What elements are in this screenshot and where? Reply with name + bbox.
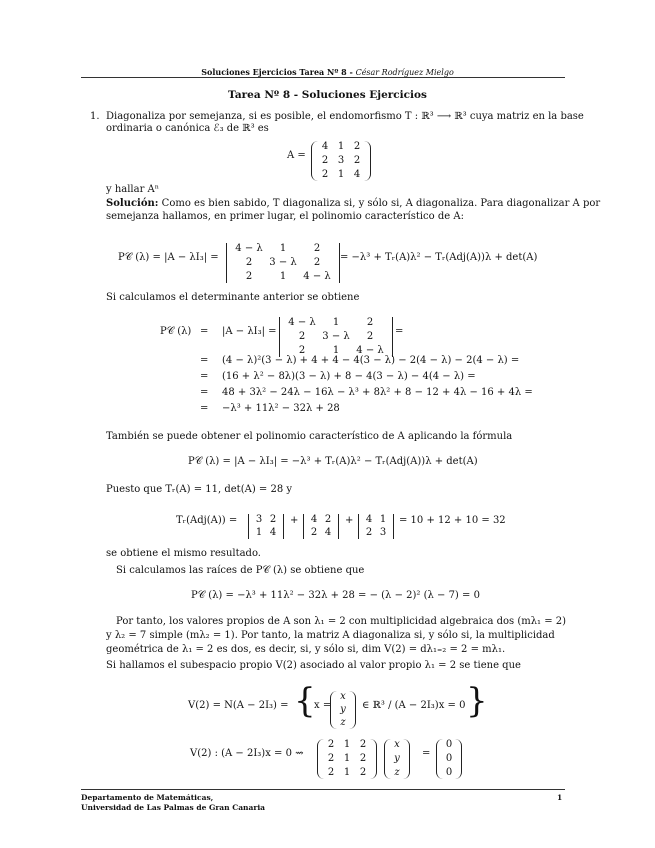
- det-cell: 4 − λ: [288, 317, 316, 328]
- formula: P𝒞 (λ) = |A − λI₃| = −λ³ + Tᵣ(A)λ² − Tᵣ(Adj(A))λ + det(A): [188, 456, 478, 467]
- roots-intro: Si calculamos las raíces de P𝒞 (λ) se obtiene que: [116, 565, 365, 576]
- eq1-left: P𝒞 (λ) = |A − λI₃| =: [118, 252, 219, 263]
- vector-cell: x: [394, 739, 400, 750]
- para-line-1: Por tanto, los valores propios de A son λ₁ = 2 con multiplicidad algebraica dos (mλ₁ = 2): [116, 616, 567, 627]
- matrix-cell: 2: [353, 141, 361, 152]
- formula-intro: También se puede obtener el polinomio característico de A aplicando la fórmula: [106, 431, 513, 442]
- matrix-cell: 3: [337, 155, 345, 166]
- plus-2: +: [345, 515, 354, 526]
- calc-line-4: −λ³ + 11λ² − 32λ + 28: [222, 403, 340, 414]
- matrix-cell: 2: [321, 169, 329, 180]
- minor-cell: 2: [324, 514, 332, 525]
- vector-cell: 0: [445, 739, 453, 750]
- det-cell: 2: [298, 345, 306, 356]
- problem-line-2: ordinaria o canónica ℰ₃ de ℝ³ es: [106, 123, 269, 134]
- eq1-right: = −λ³ + Tᵣ(A)λ² − Tᵣ(Adj(A))λ + det(A): [340, 252, 538, 263]
- matrix-cell: 2: [359, 739, 367, 750]
- running-header: [0, 67, 655, 77]
- det-cell: 2: [245, 271, 253, 282]
- minor-cell: 1: [255, 527, 263, 538]
- det-cell: 4 − λ: [356, 345, 384, 356]
- calc-first: |A − λI₃| =: [222, 326, 277, 337]
- matrix-a: [311, 134, 371, 181]
- sys-matrix: [317, 732, 377, 779]
- matrix-cell: 2: [353, 155, 361, 166]
- para-line-2: y λ₂ = 7 simple (mλ₂ = 1). Por tanto, la matriz A diagonaliza si, y sólo si, la multiplicidad: [106, 630, 555, 641]
- matrix-cell: 2: [359, 753, 367, 764]
- calc-line-1: (4 − λ)²(3 − λ) + 4 + 4 − 4(3 − λ) − 2(4 − λ) − 2(4 − λ) =: [222, 355, 520, 366]
- plus-1: +: [290, 515, 299, 526]
- v2-left: V(2) = N(A − 2I₃) =: [188, 700, 289, 711]
- det-cell: 1: [279, 271, 287, 282]
- vector-cell: 0: [445, 753, 453, 764]
- calc-eq-3: =: [200, 387, 209, 398]
- same-result: se obtiene el mismo resultado.: [106, 548, 261, 559]
- footer-university: Universidad de Las Palmas de Gran Canaria: [81, 803, 266, 812]
- matrix-cell: 1: [343, 739, 351, 750]
- matrix-cell: 2: [327, 739, 335, 750]
- right-brace: }: [466, 681, 488, 721]
- matrix-cell: 1: [337, 141, 345, 152]
- calc-left: P𝒞 (λ): [160, 326, 192, 337]
- matrix-cell: 1: [343, 753, 351, 764]
- det-cell: 2: [298, 331, 306, 342]
- calc-first-end: =: [395, 326, 404, 337]
- roots-eq: P𝒞 (λ) = −λ³ + 11λ² − 32λ + 28 = − (λ − 2)² (λ − 7) = 0: [191, 590, 480, 601]
- minor-cell: 2: [269, 514, 277, 525]
- minor-cell: 3: [379, 527, 387, 538]
- v2-x: x =: [314, 700, 332, 711]
- minor-cell: 1: [379, 514, 387, 525]
- minor-cell: 4: [269, 527, 277, 538]
- header-rule: [81, 77, 565, 78]
- det-cell: 3 − λ: [322, 331, 350, 342]
- det-cell: 4 − λ: [235, 243, 263, 254]
- det-cell: 3 − λ: [269, 257, 297, 268]
- minor-cell: 2: [310, 527, 318, 538]
- page-number: 1: [557, 793, 563, 802]
- det-cell: 2: [313, 257, 321, 268]
- det-cell: 2: [245, 257, 253, 268]
- minor-cell: 4: [310, 514, 318, 525]
- matrix-cell: 2: [327, 753, 335, 764]
- given-values: Puesto que Tᵣ(A) = 11, det(A) = 28 y: [106, 484, 293, 495]
- sys-left: V(2) : (A − 2I₃)x = 0 ⇝: [190, 748, 304, 759]
- minor-cell: 2: [365, 527, 373, 538]
- calc-eq-2: =: [200, 371, 209, 382]
- vector-cell: x: [340, 691, 346, 702]
- calc-line-3: 48 + 3λ² − 24λ − 16λ − λ³ + 8λ² + 8 − 12 + 4λ − 16 + 4λ =: [222, 387, 533, 398]
- minor-1: [248, 507, 284, 539]
- det-cell: 2: [366, 331, 374, 342]
- minor-cell: 3: [255, 514, 263, 525]
- matrix-cell: 2: [359, 767, 367, 778]
- matrix-cell: 1: [337, 169, 345, 180]
- matrix-a-label: A =: [287, 150, 306, 161]
- solution-label: Solución:: [106, 198, 159, 209]
- eq1-determinant: [226, 236, 340, 283]
- tradj-left: Tᵣ(Adj(A)) =: [176, 515, 238, 526]
- v2-vector: [330, 684, 356, 729]
- vector-cell: y: [340, 704, 346, 715]
- para-line-3: geométrica de λ₁ = 2 es dos, es decir, si, y sólo si, dim V(2) = dλ₁₌₂ = 2 = mλ₁.: [106, 644, 506, 655]
- problem-line-1: Diagonaliza por semejanza, si es posible, el endomorfismo T : ℝ³ ⟶ ℝ³ cuya matriz en la base: [106, 111, 584, 122]
- det-cell: 1: [332, 317, 340, 328]
- minor-2: [303, 507, 339, 539]
- matrix-cell: 4: [321, 141, 329, 152]
- matrix-cell: 2: [321, 155, 329, 166]
- vector-cell: z: [394, 767, 400, 778]
- vector-cell: z: [340, 717, 346, 728]
- solution-line-1: [106, 198, 600, 210]
- det-cell: 1: [332, 345, 340, 356]
- calc-line-2: (16 + λ² − 8λ)(3 − λ) + 8 − 4(3 − λ) − 4(4 − λ) =: [222, 371, 476, 382]
- zero-vector: [436, 732, 462, 779]
- minor-cell: 4: [324, 527, 332, 538]
- calc-intro: Si calculamos el determinante anterior se obtiene: [106, 292, 360, 303]
- tradj-right: = 10 + 12 + 10 = 32: [399, 515, 506, 526]
- vector-cell: 0: [445, 767, 453, 778]
- calc-eq-0: =: [200, 326, 209, 337]
- subspace-intro: Si hallamos el subespacio propio V(2) asociado al valor propio λ₁ = 2 se tiene que: [106, 660, 521, 671]
- footer-dept: Departamento de Matemáticas,: [81, 793, 214, 802]
- matrix-cell: 2: [327, 767, 335, 778]
- v2-right: ∈ ℝ³ / (A − 2I₃)x = 0: [362, 700, 466, 711]
- sys-equals: =: [422, 748, 431, 759]
- header-author: César Rodríguez Mielgo: [355, 68, 454, 77]
- calc-eq-4: =: [200, 403, 209, 414]
- header-prefix: Soluciones Ejercicios Tarea Nº 8 -: [201, 67, 356, 77]
- sys-vector: [384, 732, 410, 779]
- problem-ask: y hallar Aⁿ: [106, 184, 160, 195]
- calc-eq-1: =: [200, 355, 209, 366]
- minor-3: [358, 507, 394, 539]
- det-cell: 2: [313, 243, 321, 254]
- det-cell: 4 − λ: [303, 271, 331, 282]
- minor-cell: 4: [365, 514, 373, 525]
- left-brace: {: [294, 681, 316, 721]
- matrix-cell: 4: [353, 169, 361, 180]
- page-title: Tarea Nº 8 - Soluciones Ejercicios: [228, 89, 427, 101]
- calc-determinant: [279, 310, 393, 357]
- footer-rule: [81, 789, 565, 790]
- solution-line-2: semejanza hallamos, en primer lugar, el polinomio característico de A:: [106, 211, 464, 222]
- det-cell: 2: [366, 317, 374, 328]
- vector-cell: y: [394, 753, 400, 764]
- solution-text-1: Como es bien sabido, T diagonaliza si, y sólo si, A diagonaliza. Para diagonalizar A por: [161, 198, 601, 209]
- matrix-cell: 1: [343, 767, 351, 778]
- problem-number: 1.: [90, 111, 100, 122]
- det-cell: 1: [279, 243, 287, 254]
